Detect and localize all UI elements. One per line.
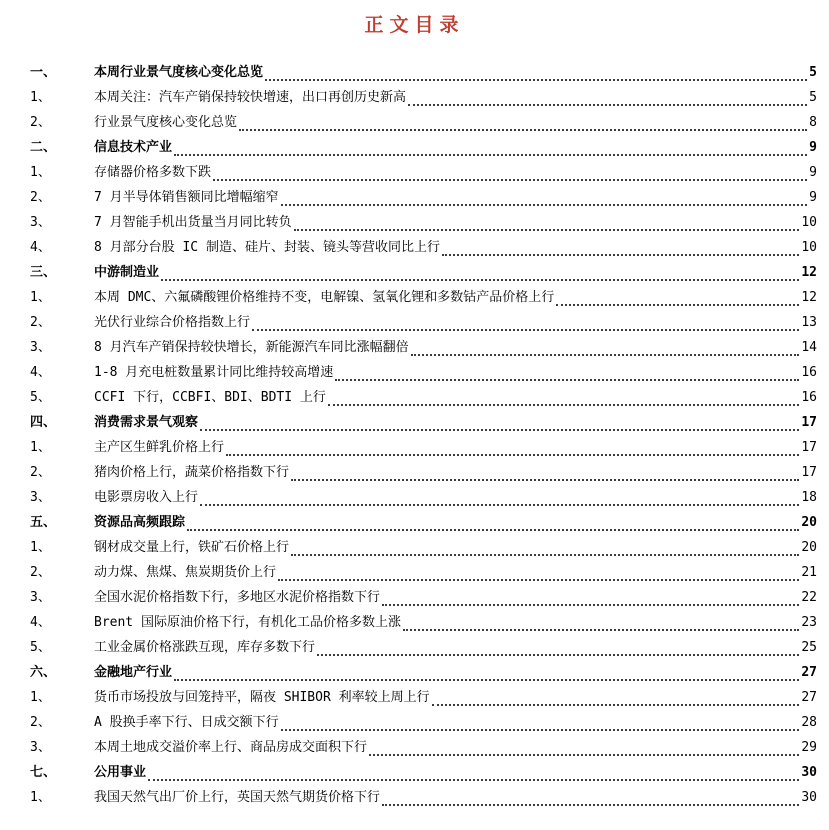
toc-entry-number: 一、 (30, 65, 57, 80)
toc-entry-number: 3、 (30, 215, 51, 230)
toc-entry-number: 四、 (30, 415, 57, 430)
toc-entry-page: 18 (801, 490, 817, 505)
toc-section-row[interactable] (30, 260, 817, 285)
dotted-leader (335, 360, 799, 381)
toc-item-row[interactable] (30, 85, 817, 110)
dotted-leader (556, 285, 799, 306)
toc-item-row[interactable] (30, 535, 817, 560)
toc-section-row[interactable] (30, 760, 817, 785)
toc-entry-number: 3、 (30, 740, 51, 755)
toc-entry-label: 7 月智能手机出货量当月同比转负 (94, 215, 292, 230)
toc-entry-page: 28 (801, 715, 817, 730)
toc-entry-page: 17 (801, 465, 817, 480)
toc-entry-number: 1、 (30, 790, 51, 805)
toc-item-row[interactable] (30, 310, 817, 335)
toc-entry-label: 1-8 月充电桩数量累计同比维持较高增速 (94, 365, 334, 380)
toc-entry-page: 5 (809, 65, 817, 80)
dotted-leader (252, 310, 799, 331)
toc-entry-number: 1、 (30, 165, 51, 180)
toc-entry-number: 2、 (30, 190, 51, 205)
toc-item-row[interactable] (30, 385, 817, 410)
toc-entry-page: 27 (801, 665, 817, 680)
toc-entry-number: 2、 (30, 115, 51, 130)
toc-entry-number: 1、 (30, 290, 51, 305)
toc-entry-label: 工业金属价格涨跌互现，库存多数下行 (94, 640, 316, 655)
toc-entry-number: 三、 (30, 265, 57, 280)
toc-entry-page: 20 (801, 540, 817, 555)
dotted-leader (161, 260, 799, 281)
toc-entry-page: 21 (801, 565, 817, 580)
toc-entry-page: 13 (801, 315, 817, 330)
toc-entry-number: 5、 (30, 390, 51, 405)
toc-entry-number: 3、 (30, 590, 51, 605)
toc-item-row[interactable] (30, 560, 817, 585)
toc-entry-label: 钢材成交量上行，铁矿石价格上行 (94, 540, 290, 555)
toc-item-row[interactable] (30, 785, 817, 810)
toc-entry-label: 动力煤、焦煤、焦炭期货价上行 (94, 565, 277, 580)
toc-item-row[interactable] (30, 235, 817, 260)
toc-entry-label: 本周关注：汽车产销保持较快增速，出口再创历史新高 (94, 90, 407, 105)
dotted-leader (278, 560, 799, 581)
toc-item-row[interactable] (30, 160, 817, 185)
toc-list (30, 60, 817, 810)
toc-entry-number: 4、 (30, 615, 51, 630)
toc-entry-number: 5、 (30, 640, 51, 655)
toc-item-row[interactable] (30, 110, 817, 135)
dotted-leader (148, 760, 799, 781)
toc-entry-label: A 股换手率下行、日成交额下行 (94, 715, 279, 730)
toc-entry-number: 3、 (30, 490, 51, 505)
toc-item-row[interactable] (30, 435, 817, 460)
toc-entry-label: CCFI 下行，CCBFI、BDI、BDTI 上行 (94, 390, 326, 405)
toc-entry-label: 8 月汽车产销保持较快增长，新能源汽车同比涨幅翻倍 (94, 340, 409, 355)
toc-entry-label: 中游制造业 (94, 265, 160, 280)
dotted-leader (382, 585, 799, 606)
toc-entry-label: 本周土地成交溢价率上行、商品房成交面积下行 (94, 740, 368, 755)
dotted-leader (291, 460, 799, 481)
toc-entry-number: 五、 (30, 515, 57, 530)
toc-entry-page: 12 (801, 290, 817, 305)
toc-entry-number: 1、 (30, 690, 51, 705)
toc-entry-page: 9 (809, 140, 817, 155)
dotted-leader (200, 410, 799, 431)
toc-entry-number: 4、 (30, 365, 51, 380)
toc-entry-label: 电影票房收入上行 (94, 490, 199, 505)
toc-item-row[interactable] (30, 460, 817, 485)
toc-entry-label: 信息技术产业 (94, 140, 173, 155)
toc-entry-page: 10 (801, 240, 817, 255)
dotted-leader (294, 210, 800, 231)
toc-item-row[interactable] (30, 585, 817, 610)
dotted-leader (432, 685, 800, 706)
toc-entry-page: 22 (801, 590, 817, 605)
toc-entry-number: 2、 (30, 465, 51, 480)
toc-title: 正文目录 (364, 14, 465, 36)
toc-entry-label: 行业景气度核心变化总览 (94, 115, 238, 130)
toc-section-row[interactable] (30, 60, 817, 85)
dotted-leader (291, 535, 799, 556)
toc-entry-label: 猪肉价格上行，蔬菜价格指数下行 (94, 465, 290, 480)
toc-item-row[interactable] (30, 185, 817, 210)
dotted-leader (200, 485, 799, 506)
dotted-leader (281, 710, 800, 731)
toc-entry-page: 30 (801, 790, 817, 805)
toc-entry-label: 本周 DMC、六氟磷酸锂价格维持不变，电解镍、氢氧化锂和多数钴产品价格上行 (94, 290, 555, 305)
toc-entry-label: 资源品高频跟踪 (94, 515, 186, 530)
toc-section-row[interactable] (30, 410, 817, 435)
dotted-leader (213, 160, 807, 181)
toc-entry-label: 8 月部分台股 IC 制造、硅片、封装、镜头等营收同比上行 (94, 240, 440, 255)
toc-item-row[interactable] (30, 335, 817, 360)
toc-entry-label: 公用事业 (94, 765, 147, 780)
toc-entry-number: 六、 (30, 665, 57, 680)
toc-entry-label: Brent 国际原油价格下行，有机化工品价格多数上涨 (94, 615, 401, 630)
toc-entry-label: 金融地产行业 (94, 665, 173, 680)
toc-entry-label: 存储器价格多数下跌 (94, 165, 212, 180)
toc-section-row[interactable] (30, 510, 817, 535)
dotted-leader (281, 185, 808, 206)
toc-item-row[interactable] (30, 210, 817, 235)
dotted-leader (174, 135, 807, 156)
toc-entry-number: 2、 (30, 715, 51, 730)
toc-item-row[interactable] (30, 485, 817, 510)
toc-entry-page: 23 (801, 615, 817, 630)
toc-entry-page: 27 (801, 690, 817, 705)
toc-entry-label: 全国水泥价格指数下行，多地区水泥价格指数下行 (94, 590, 381, 605)
toc-entry-page: 17 (801, 440, 817, 455)
toc-item-row[interactable] (30, 685, 817, 710)
toc-entry-page: 16 (801, 390, 817, 405)
toc-entry-label: 本周行业景气度核心变化总览 (94, 65, 264, 80)
toc-entry-number: 3、 (30, 340, 51, 355)
dotted-leader (187, 510, 799, 531)
dotted-leader (408, 85, 807, 106)
dotted-leader (403, 610, 799, 631)
toc-entry-page: 30 (801, 765, 817, 780)
toc-item-row[interactable] (30, 735, 817, 760)
toc-entry-number: 1、 (30, 440, 51, 455)
dotted-leader (174, 660, 799, 681)
dotted-leader (265, 60, 807, 81)
toc-item-row[interactable] (30, 635, 817, 660)
dotted-leader (317, 635, 799, 656)
toc-entry-page: 29 (801, 740, 817, 755)
toc-entry-page: 9 (809, 165, 817, 180)
toc-entry-label: 货币市场投放与回笼持平，隔夜 SHIBOR 利率较上周上行 (94, 690, 430, 705)
toc-entry-label: 主产区生鲜乳价格上行 (94, 440, 225, 455)
toc-entry-page: 10 (801, 215, 817, 230)
dotted-leader (369, 735, 799, 756)
toc-entry-number: 4、 (30, 240, 51, 255)
toc-entry-label: 消费需求景气观察 (94, 415, 199, 430)
toc-entry-label: 光伏行业综合价格指数上行 (94, 315, 251, 330)
toc-entry-number: 2、 (30, 315, 51, 330)
toc-item-row[interactable] (30, 610, 817, 635)
toc-entry-page: 20 (801, 515, 817, 530)
dotted-leader (226, 435, 799, 456)
toc-entry-number: 1、 (30, 90, 51, 105)
toc-item-row[interactable] (30, 360, 817, 385)
toc-item-row[interactable] (30, 285, 817, 310)
toc-entry-page: 14 (801, 340, 817, 355)
toc-entry-number: 2、 (30, 565, 51, 580)
toc-entry-page: 16 (801, 365, 817, 380)
toc-entry-page: 5 (809, 90, 817, 105)
toc-entry-page: 12 (801, 265, 817, 280)
toc-section-row[interactable] (30, 135, 817, 160)
dotted-leader (411, 335, 800, 356)
toc-entry-number: 二、 (30, 140, 57, 155)
toc-entry-label: 7 月半导体销售额同比增幅缩窄 (94, 190, 279, 205)
dotted-leader (442, 235, 799, 256)
dotted-leader (328, 385, 799, 406)
toc-entry-page: 8 (809, 115, 817, 130)
toc-entry-page: 9 (809, 190, 817, 205)
toc-entry-label: 我国天然气出厂价上行，英国天然气期货价格下行 (94, 790, 381, 805)
toc-entry-page: 25 (801, 640, 817, 655)
dotted-leader (382, 785, 799, 806)
dotted-leader (239, 110, 807, 131)
toc-section-row[interactable] (30, 660, 817, 685)
toc-entry-number: 七、 (30, 765, 57, 780)
toc-entry-page: 17 (801, 415, 817, 430)
toc-item-row[interactable] (30, 710, 817, 735)
toc-entry-number: 1、 (30, 540, 51, 555)
